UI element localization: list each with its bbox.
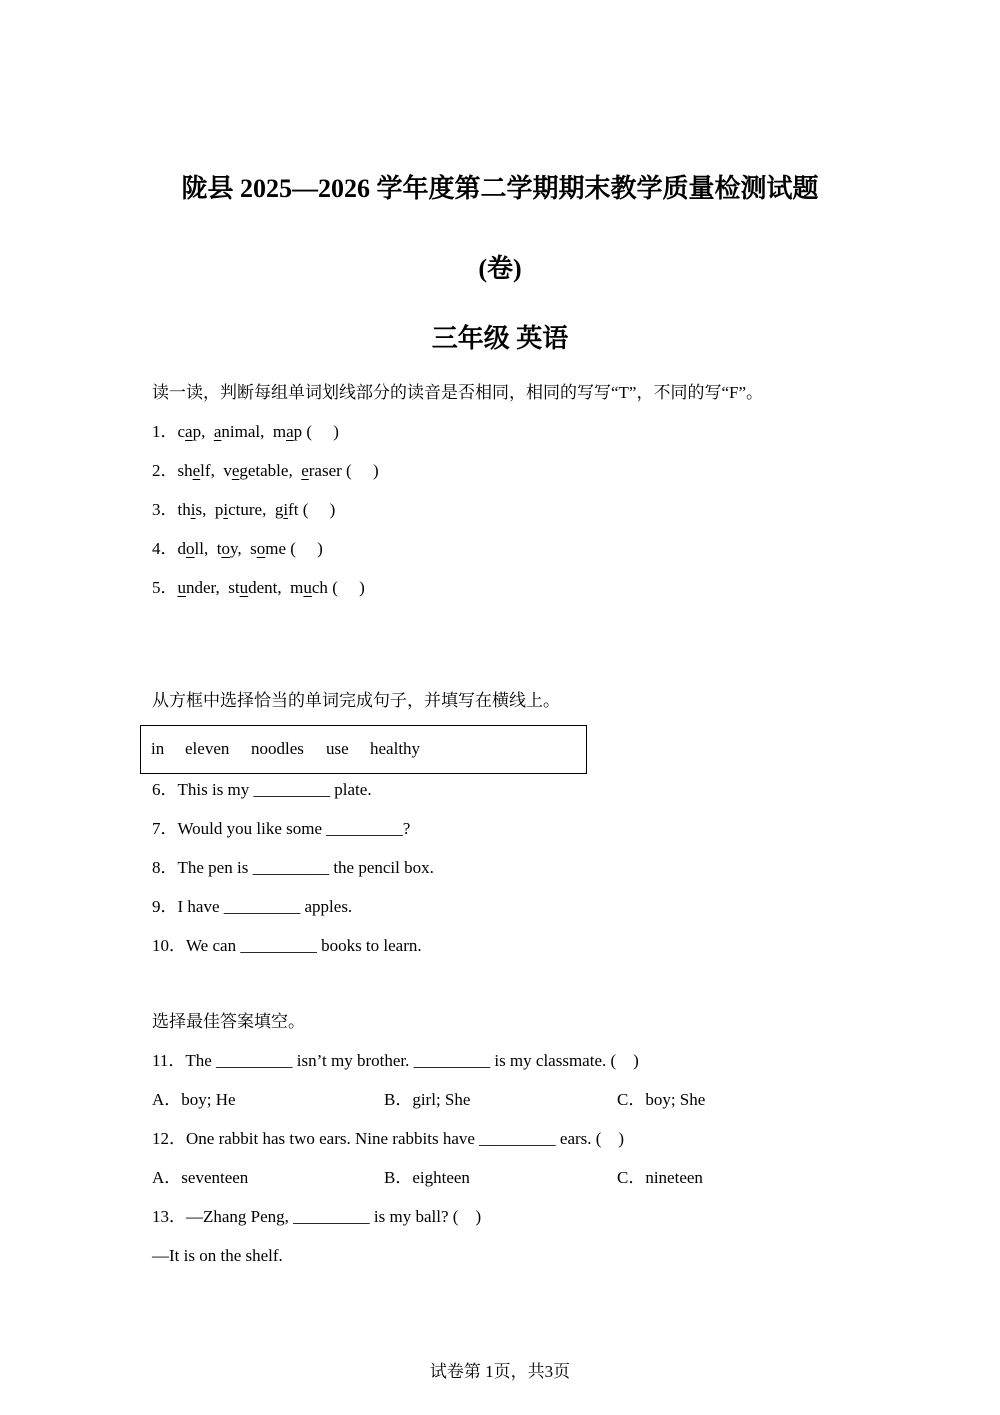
phonics-word: shelf [177,461,211,480]
exam-title: 陇县 2025—2026 学年度第二学期期末教学质量检测试题 [181,174,819,203]
underlined-letter: o [256,539,266,558]
answer-bracket: ( ) [286,539,323,558]
answer-bracket: ( ) [298,500,336,519]
page-footer: 试卷第 1页，共3页 [429,1362,571,1381]
answer-bracket: ( ) [341,461,379,480]
underlined-letter: a [286,422,294,441]
section2-instruction: 从方框中选择恰当的单词完成句子，并填写在横线上。 [152,691,560,710]
phonics-word: toy [216,539,238,558]
phonics-word: student [228,578,278,597]
phonics-word: some [250,539,286,558]
question-9: 9．I have _________ apples. [152,897,353,916]
underlined-letter: u [239,578,249,597]
underlined-letter: e [192,461,201,480]
exam-title-suffix: (卷) [478,254,522,283]
answer-bracket: ( ) [327,578,365,597]
phonics-question-3: 3．this, picture, gift ( ) [152,500,336,519]
question-11-option-b: B．girl; She [384,1090,471,1109]
phonics-word: eraser [301,461,342,480]
question-11: 11．The _________ isn’t my brother. _________ is my classmate. ( ) [152,1051,639,1070]
question-13-dialogue: —It is on the shelf. [152,1246,283,1265]
phonics-word: vegetable [223,461,289,480]
phonics-question-4: 4．doll, toy, some ( ) [152,539,323,558]
question-number: 5． [152,578,178,597]
question-number: 3． [152,500,178,519]
word-box [140,725,587,774]
phonics-word: doll [177,539,204,558]
question-13: 13．—Zhang Peng, _________ is my ball? ( ) [152,1207,482,1226]
section3-instruction: 选择最佳答案填空。 [152,1012,305,1031]
question-12: 12．One rabbit has two ears. Nine rabbits have _________ ears. ( ) [152,1129,625,1148]
question-11-option-a: A．boy; He [152,1090,236,1109]
phonics-word: under [177,578,216,597]
word-box-item: eleven [185,739,230,758]
question-10: 10．We can _________ books to learn. [152,936,422,955]
word-box-item: in [151,739,165,758]
phonics-question-1: 1．cap, animal, map ( ) [152,422,339,441]
question-7: 7．Would you like some _________? [152,819,411,838]
question-number: 4． [152,539,178,558]
question-number: 1． [152,422,178,441]
section1-instruction: 读一读，判断每组单词划线部分的读音是否相同，相同的写写“T”，不同的写“F”。 [152,383,764,402]
question-8: 8．The pen is _________ the pencil box. [152,858,434,877]
answer-bracket: ( ) [302,422,339,441]
exam-subtitle: 三年级 英语 [431,324,569,353]
underlined-letter: o [221,539,230,558]
phonics-word: cap [177,422,202,441]
underlined-letter: u [177,578,186,597]
question-number: 2． [152,461,178,480]
phonics-word: picture [214,500,263,519]
underlined-letter: a [185,422,193,441]
phonics-question-5: 5．under, student, much ( ) [152,578,365,597]
phonics-word: this [177,500,203,519]
question-12-option-b: B．eighteen [384,1168,470,1187]
underlined-letter: o [186,539,195,558]
phonics-word: animal [213,422,261,441]
underlined-letter: i [283,500,289,519]
phonics-question-2: 2．shelf, vegetable, eraser ( ) [152,461,379,480]
underlined-letter: e [301,461,309,480]
question-6: 6．This is my _________ plate. [152,780,372,799]
underlined-letter: i [190,500,196,519]
underlined-letter: i [223,500,229,519]
underlined-letter: a [213,422,222,441]
word-box-item: healthy [370,739,421,758]
question-11-option-c: C．boy; She [617,1090,706,1109]
word-box-item: use [326,739,349,758]
phonics-word: map [272,422,303,441]
phonics-word: much [290,578,328,597]
question-12-option-c: C．nineteen [617,1168,703,1187]
question-12-option-a: A．seventeen [152,1168,249,1187]
underlined-letter: u [303,578,312,597]
word-box-item: noodles [251,739,304,758]
underlined-letter: e [231,461,240,480]
phonics-word: gift [274,500,299,519]
